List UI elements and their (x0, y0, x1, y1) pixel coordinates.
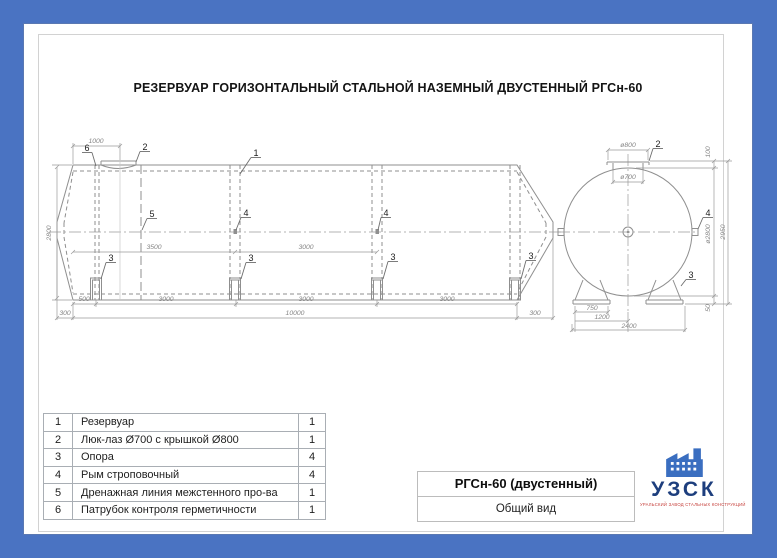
callout-number: 4 (705, 208, 711, 218)
callout-number: 5 (149, 209, 155, 219)
dimension-label: 500 (78, 296, 90, 303)
dimension-label: 750 (586, 305, 598, 312)
part-number: 2 (44, 431, 73, 449)
title-block-view: Общий вид (495, 503, 557, 515)
title-block (417, 471, 635, 522)
inner-wall (64, 171, 546, 294)
callout-number: 3 (248, 253, 254, 263)
side-view-dimensions (52, 143, 555, 320)
parts-table-row (44, 431, 326, 449)
callout-number: 4 (243, 208, 249, 218)
technical-drawing (44, 134, 744, 339)
callout-number: 2 (655, 139, 661, 149)
dimension-label: 2400 (621, 323, 637, 330)
uzsk-logo (640, 447, 746, 508)
part-qty: 1 (299, 501, 326, 519)
dimension-label: ø800 (620, 142, 636, 149)
parts-table-row (44, 501, 326, 519)
callout-leader (142, 219, 147, 231)
dimension-label: 2950 (720, 224, 727, 240)
dimension-label: ø700 (620, 174, 636, 181)
dimension-label: 1200 (594, 314, 610, 321)
callout-leader (241, 263, 246, 280)
part-number: 6 (44, 501, 73, 519)
callout-number: 2 (142, 142, 148, 152)
part-name: Дренажная линия межстенного про-ва (73, 484, 299, 502)
callout-number: 4 (383, 208, 389, 218)
part-name: Патрубок контроля герметичности (73, 501, 299, 519)
callout-leader (378, 218, 381, 231)
title-block-model: РГСн-60 (двустенный) (418, 472, 634, 497)
dimension-label: ø2800 (705, 224, 712, 244)
factory-icon (661, 447, 707, 478)
dimension-label: 100 (705, 146, 712, 158)
parts-table-row (44, 414, 326, 432)
parts-table-row (44, 449, 326, 467)
callout-leader (92, 153, 96, 167)
side-view-tank (49, 161, 561, 300)
callout-leader (240, 158, 251, 175)
callout-number: 3 (688, 270, 694, 280)
part-name: Люк-лаз Ø700 с крышкой Ø800 (73, 431, 299, 449)
logo-caption: УРАЛЬСКИЙ ЗАВОД СТАЛЬНЫХ КОНСТРУКЦИЙ (640, 502, 746, 508)
callout-leader (101, 263, 106, 280)
part-qty: 4 (299, 466, 326, 484)
dimension-label: 3000 (298, 244, 314, 251)
dimension-label: 2800 (46, 225, 53, 241)
part-name: Резервуар (73, 414, 299, 432)
part-qty: 1 (299, 484, 326, 502)
callout-leader (383, 262, 388, 280)
callout-leader (649, 149, 653, 162)
dimension-label: 3500 (146, 244, 162, 251)
part-name: Рым строповочный (73, 466, 299, 484)
part-number: 4 (44, 466, 73, 484)
parts-table-body (44, 414, 326, 520)
dimension-label: 3000 (298, 296, 314, 303)
part-qty: 1 (299, 414, 326, 432)
tank-outline (57, 165, 553, 300)
callout-number: 1 (253, 148, 259, 158)
callout-labels (82, 139, 713, 286)
dimension-label: 3000 (439, 296, 455, 303)
callout-number: 3 (390, 252, 396, 262)
drawing-title: РЕЗЕРВУАР ГОРИЗОНТАЛЬНЫЙ СТАЛЬНОЙ НАЗЕМНЫЙ ДВУСТЕННЫЙ РГСн-60 (133, 81, 643, 95)
part-name: Опора (73, 449, 299, 467)
callout-leader (681, 280, 686, 287)
dimension-label: 50 (705, 304, 712, 312)
callout-leader (136, 152, 140, 163)
callout-number: 6 (84, 143, 90, 153)
dimension-labels (46, 138, 727, 330)
callout-number: 3 (528, 251, 534, 261)
part-qty: 4 (299, 449, 326, 467)
dimension-label: 300 (529, 310, 541, 317)
dimension-label: 10000 (285, 310, 305, 317)
parts-table-row (44, 466, 326, 484)
callout-leader (698, 218, 703, 230)
parts-table-row (44, 484, 326, 502)
part-qty: 1 (299, 431, 326, 449)
logo-abbr: УЗСК (651, 478, 717, 501)
part-number: 3 (44, 449, 73, 467)
dimension-label: 1000 (88, 138, 104, 145)
dimension-label: 300 (59, 310, 71, 317)
parts-table (43, 413, 326, 520)
callout-number: 3 (108, 253, 114, 263)
part-number: 1 (44, 414, 73, 432)
part-number: 5 (44, 484, 73, 502)
dimension-label: 3000 (158, 296, 174, 303)
internal-dashed-lines (95, 165, 520, 300)
drawing-sheet (24, 24, 752, 534)
